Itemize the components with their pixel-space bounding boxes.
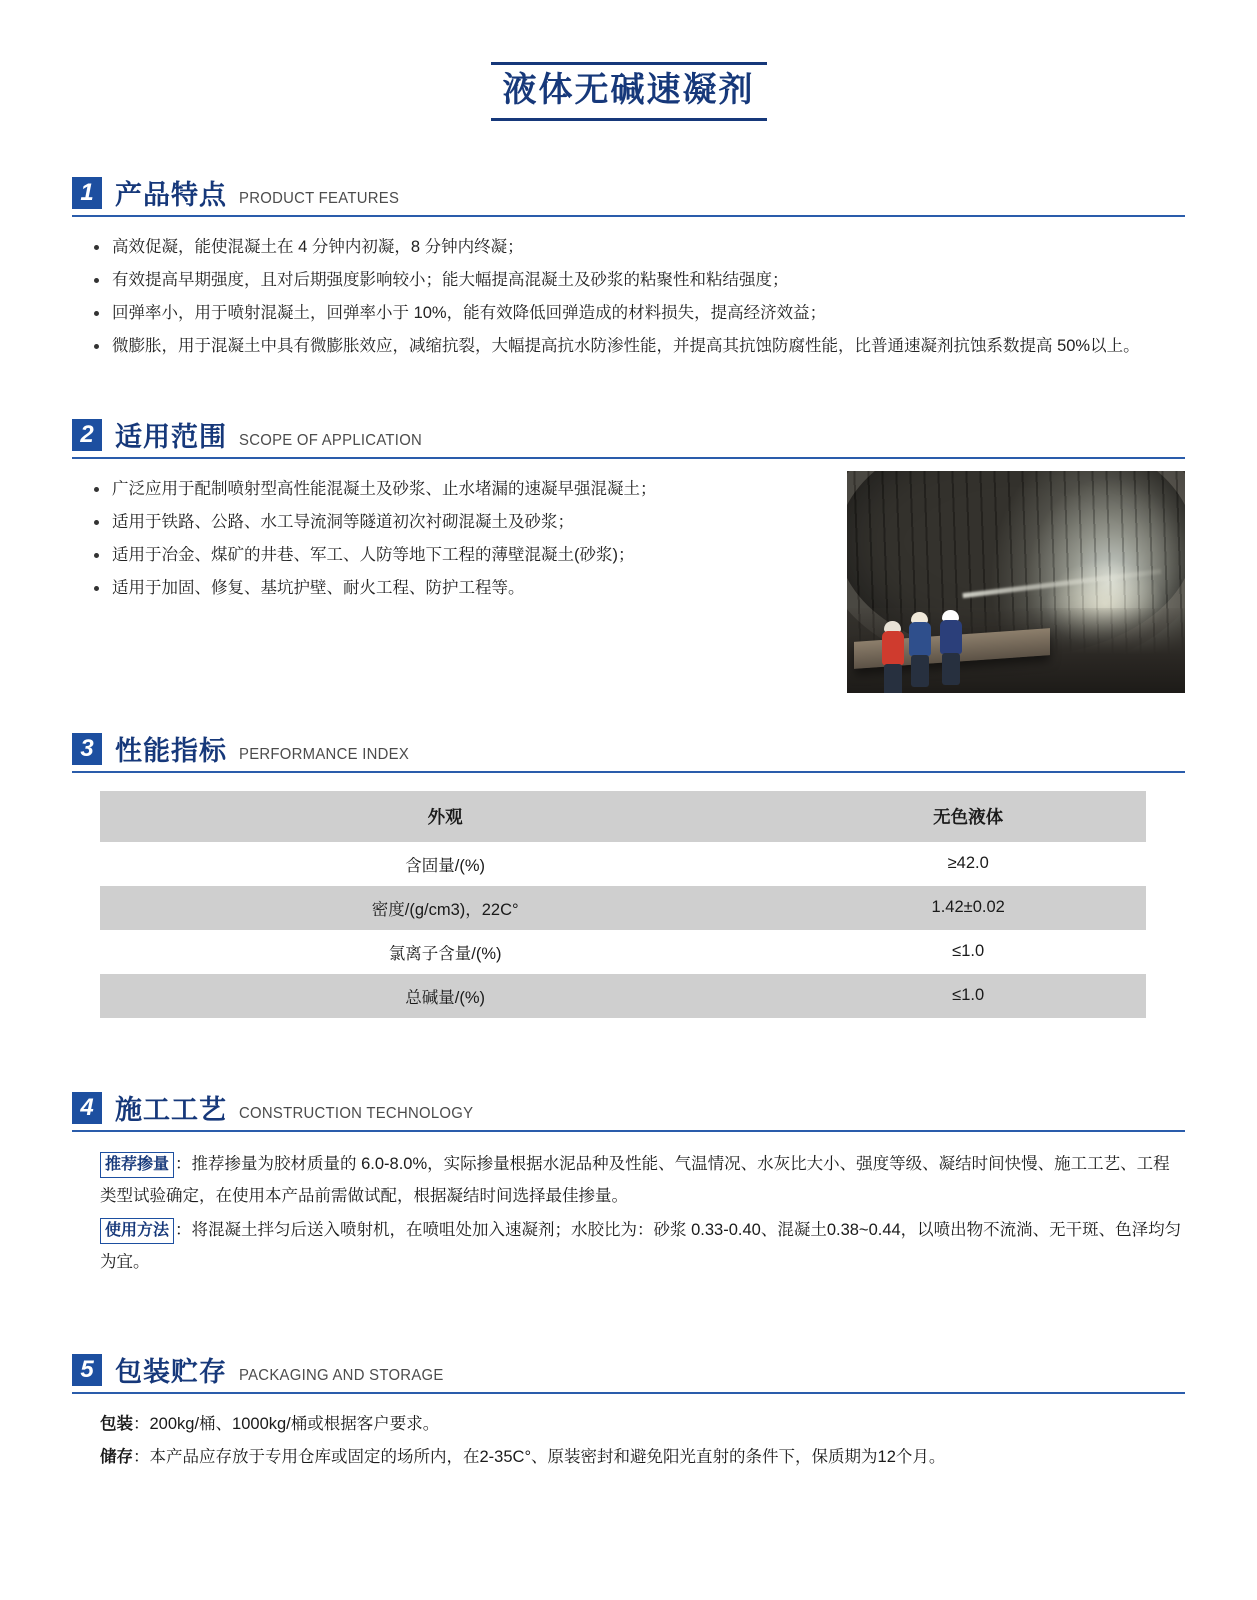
list-item: 适用于冶金、煤矿的井巷、军工、人防等地下工程的薄壁混凝土(砂浆)； [94, 539, 831, 572]
section-title-cn: 性能指标 [115, 735, 227, 766]
section-construction-technology [72, 1092, 1185, 1279]
list-item: 有效提高早期强度，且对后期强度影响较小；能大幅提高混凝土及砂浆的粘聚性和粘结强度； [94, 264, 1185, 297]
photo-worker-torso [882, 631, 904, 665]
section-title-cn: 适用范围 [115, 421, 227, 452]
section-title-cn: 产品特点 [115, 179, 227, 210]
table-cell-value: ≥42.0 [790, 842, 1146, 886]
packaging-line [100, 1408, 1185, 1441]
section-heading [72, 177, 1185, 217]
list-item: 微膨胀，用于混凝土中具有微膨胀效应，减缩抗裂，大幅提高抗水防渗性能，并提高其抗蚀防腐性能，比普通速凝剂抗蚀系数提高 50%以上。 [94, 330, 1185, 363]
photo-worker-legs [911, 655, 929, 687]
section-packaging-and-storage [72, 1354, 1185, 1474]
section-number-badge: 3 [72, 733, 102, 765]
storage-value: ：本产品应存放于专用仓库或固定的场所内，在2-35C°、原装密封和避免阳光直射的条件下，保质期为12个月。 [133, 1448, 946, 1467]
section-title-en: SCOPE OF APPLICATION [239, 431, 423, 449]
scope-list [72, 473, 831, 605]
section-heading [72, 733, 1185, 773]
dosage-tag: 推荐掺量 [100, 1152, 174, 1178]
title-container [0, 0, 1257, 121]
table-row [100, 974, 1146, 1018]
feature-list [72, 231, 1185, 363]
section-heading [72, 419, 1185, 459]
performance-table [100, 791, 1146, 1018]
photo-worker-legs [884, 664, 902, 693]
list-item: 适用于加固、修复、基坑护壁、耐火工程、防护工程等。 [94, 572, 831, 605]
table-cell-value: ≤1.0 [790, 974, 1146, 1018]
usage-tag: 使用方法 [100, 1218, 174, 1244]
table-cell-property: 密度/(g/cm3)，22C° [100, 886, 790, 930]
section-title-en: PERFORMANCE INDEX [239, 745, 410, 763]
list-item: 适用于铁路、公路、水工导流洞等隧道初次衬砌混凝土及砂浆； [94, 506, 831, 539]
list-item: 回弹率小，用于喷射混凝土，回弹率小于 10%，能有效降低回弹造成的材料损失，提高经济效益； [94, 297, 1185, 330]
construction-text [100, 1148, 1185, 1279]
packaging-text [100, 1408, 1185, 1474]
table-cell-property: 氯离子含量/(%) [100, 930, 790, 974]
section-number-badge: 1 [72, 177, 102, 209]
dosage-text: ：推荐掺量为胶材质量的 6.0-8.0%，实际掺量根据水泥品种及性能、气温情况、水灰比大小、强度等级、凝结时间快慢、施工工艺、工程类型试验确定，在使用本产品前需做试配，根据凝结时间选择最佳掺量。 [100, 1154, 1170, 1205]
section-heading [72, 1354, 1185, 1394]
packaging-value: ：200kg/桶、1000kg/桶或根据客户要求。 [133, 1415, 440, 1434]
usage-paragraph [100, 1214, 1185, 1278]
section-title-cn: 包装贮存 [115, 1357, 227, 1388]
table-cell-property: 总碱量/(%) [100, 974, 790, 1018]
section-title-en: PACKAGING AND STORAGE [239, 1367, 444, 1385]
section-product-features [72, 177, 1185, 363]
table-cell-property: 含固量/(%) [100, 842, 790, 886]
section-title-en: PRODUCT FEATURES [239, 189, 400, 207]
photo-worker-torso [940, 620, 962, 654]
photo-worker-torso [909, 622, 931, 656]
section-number-badge: 5 [72, 1354, 102, 1386]
section-number-badge: 4 [72, 1092, 102, 1124]
storage-key: 储存 [100, 1448, 133, 1467]
table-cell-value: 无色液体 [790, 791, 1146, 842]
list-item: 广泛应用于配制喷射型高性能混凝土及砂浆、止水堵漏的速凝早强混凝土； [94, 473, 831, 506]
table-row [100, 886, 1146, 930]
table-cell-value: ≤1.0 [790, 930, 1146, 974]
tunnel-construction-photo [847, 471, 1185, 693]
table-cell-property: 外观 [100, 791, 790, 842]
section-scope-of-application [72, 419, 1185, 693]
usage-text: ：将混凝土拌匀后送入喷射机，在喷咀处加入速凝剂；水胶比为：砂浆 0.33-0.40、混凝土0.38~0.44，以喷出物不流淌、无干斑、色泽均匀为宜。 [100, 1220, 1182, 1272]
section-title-en: CONSTRUCTION TECHNOLOGY [239, 1104, 474, 1122]
table-cell-value: 1.42±0.02 [790, 886, 1146, 930]
page-title: 液体无碱速凝剂 [491, 62, 767, 121]
table-row [100, 930, 1146, 974]
section-number-badge: 2 [72, 419, 102, 451]
photo-worker-legs [942, 653, 960, 685]
table-row [100, 842, 1146, 886]
list-item: 高效促凝，能使混凝土在 4 分钟内初凝，8 分钟内终凝； [94, 231, 1185, 264]
section-heading [72, 1092, 1185, 1132]
packaging-key: 包装 [100, 1415, 133, 1434]
dosage-paragraph [100, 1148, 1185, 1212]
scope-body [72, 459, 1185, 693]
section-performance-index [72, 733, 1185, 1018]
storage-line [100, 1441, 1185, 1474]
table-row [100, 791, 1146, 842]
section-title-cn: 施工工艺 [115, 1094, 227, 1125]
